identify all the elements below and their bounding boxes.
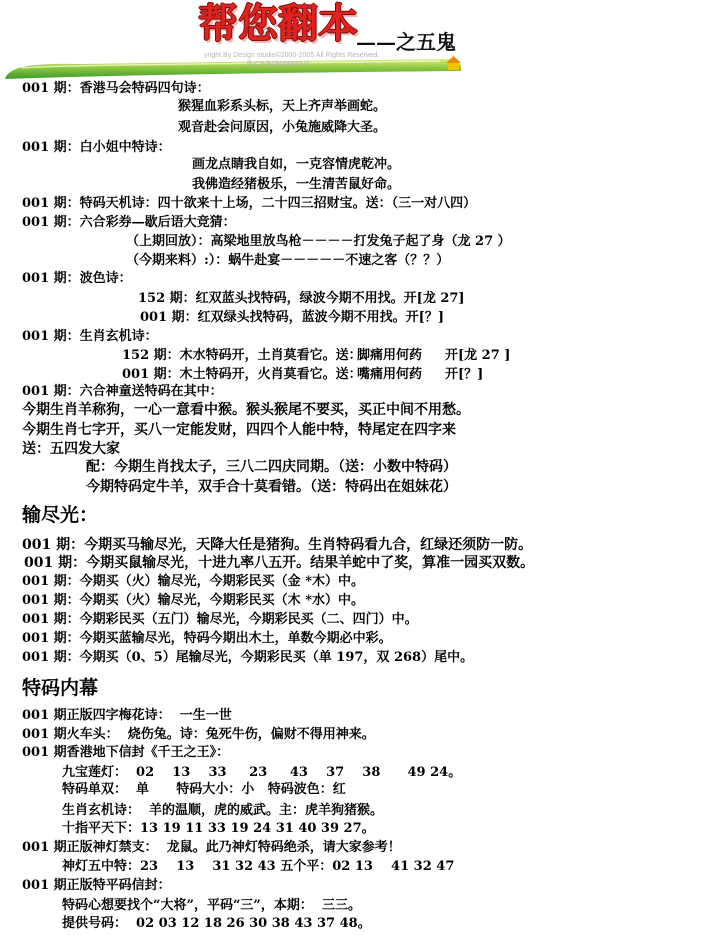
shujinguang-line: 001 期：今期买（火）输尽光，今期彩民买（木 *水）中。	[22, 593, 364, 608]
hk-poem-line: 猴猩血彩系头标，天上齐声举画蛇。	[178, 99, 387, 114]
xinxiang-line: 特码心想要找个“大将”，平码“三”，本期： 三三。	[62, 898, 361, 913]
riddle-line: （今期来料）:）：蜗牛赴宴－－－－－不速之客（？？）	[126, 253, 450, 268]
house-icon	[446, 56, 461, 70]
hk-poem-label: 001 期：香港马会特码四句诗：	[22, 81, 210, 96]
shentong-label: 001 期：六合神童送特码在其中：	[22, 384, 223, 399]
shujinguang-line: 001 期：今期买（0、5）尾输尽光，今期彩民买（单 197，双 268）尾中。	[22, 650, 474, 665]
shengxiao-row-gift: 脚痛用何药	[357, 348, 423, 363]
page-title: 帮您翻本	[198, 0, 358, 47]
hk-poem-line: 观音赴会问原因，小兔施威降大圣。	[178, 120, 387, 135]
riddle-line: （上期回放）：高梁地里放鸟枪－－－－打发兔子起了身（龙 27 ）	[126, 234, 511, 249]
shentong-pei-line: 今期特码定牛羊，双手合十莫看错。（送：特码出在姐妹花）	[86, 479, 457, 495]
shujinguang-heading: 输尽光：	[22, 504, 99, 526]
bose-line: 001 期：红双绿头找特码，蓝波今期不用找。开[？]	[140, 310, 444, 325]
shentong-pei-line: 配：今期生肖找太子，三八二四庆同期。（送：小数中特码）	[86, 459, 457, 475]
tepingma-label: 001 期正版特平码信封：	[22, 878, 171, 893]
xinfeng-label: 001 期香港地下信封《千王之王》：	[22, 745, 230, 760]
shujinguang-line: 001 期：今期买马输尽光，天降大任是猪狗。生肖特码看九合，红绿还须防一防。	[22, 537, 533, 553]
shentong-line: 今期生肖七字开，买八一定能发财，四四个人能中特，特尾定在四字来	[22, 422, 456, 438]
bose-line: 152 期：红双蓝头找特码，绿波今期不用找。开[龙 27]	[138, 291, 465, 306]
copyright-text: yright By Design studio©2000-2005 All Rights Reserved.	[204, 52, 380, 59]
shendeng-jinzhi: 001 期正版神灯禁支： 龙鼠。此乃神灯特码绝杀，请大家参考！	[22, 840, 401, 855]
shentong-line: 送：五四发大家	[22, 441, 120, 457]
shengxiao-row-result: 开[龙 27 ]	[445, 348, 511, 363]
riddle-label: 001 期：六合彩券—歇后语大竞猜：	[22, 215, 236, 230]
danshuang-info: 特码单双： 单 特码大小：小 特码波色：红	[62, 782, 346, 797]
bose-label: 001 期：波色诗：	[22, 271, 132, 286]
shendeng-wuzhong: 神灯五中特：23 13 31 32 43 五个平：02 13 41 32 47	[62, 859, 455, 874]
tianji-poem: 001 期：特码天机诗：四十欲来十上场，二十四三招财宝。送：（三一对八四）	[22, 196, 477, 211]
meihua-poem: 001 期正版四字梅花诗： 一生一世	[22, 708, 232, 723]
shujinguang-line: 001 期：今期买蓝输尽光，特码今期出木土，单数今期必中彩。	[22, 631, 392, 646]
shengxiao-label: 001 期：生肖玄机诗：	[22, 329, 158, 344]
bxj-poem-line: 我佛造经猪极乐，一生清苦鼠好命。	[192, 177, 401, 192]
shizhi-numbers: 十指平天下：13 19 11 33 19 24 31 40 39 27。	[62, 821, 375, 836]
neimu-heading: 特码内幕	[22, 677, 99, 699]
shengxiao-row-result: 开[？]	[445, 367, 484, 382]
xuanji-poem: 生肖玄机诗： 羊的温顺，虎的威武。主：虎羊狗猪猴。	[62, 803, 384, 818]
shengxiao-row-gift: 嘴痛用何药	[357, 367, 423, 382]
tigong-numbers: 提供号码： 02 03 12 18 26 30 38 43 37 48。	[62, 916, 371, 931]
icp-number: 粤ICP备05006668号	[246, 61, 310, 68]
shentong-line: 今期生肖羊称狗，一心一意看中猴。猴头猴尾不要买，买正中间不用愁。	[22, 402, 470, 418]
shengxiao-row-text: 001 期：木土特码开，火肖莫看它。送：	[122, 367, 362, 382]
shujinguang-line: 001 期：今期彩民买（五门）输尽光，今期彩民买（二、四门）中。	[22, 612, 418, 627]
page-subtitle: ——之五鬼	[356, 30, 456, 54]
shengxiao-row-text: 152 期：木水特码开，土肖莫看它。送：	[122, 348, 362, 363]
shujinguang-line: 001 期：今期买（火）输尽光，今期彩民买（金 *木）中。	[22, 574, 364, 589]
jiubao-lianteng: 九宝莲灯： 02 13 33 23 43 37 38 49 24。	[62, 765, 462, 780]
bxj-poem-label: 001 期：白小姐中特诗：	[22, 140, 171, 155]
bxj-poem-line: 画龙点睛我自如，一克容情虎乾冲。	[192, 157, 401, 172]
shujinguang-line: 001 期：今期买鼠输尽光，十进九率八五开。结果羊蛇中了奖，算准一园买双数。	[24, 555, 535, 571]
huochetou: 001 期火车头： 烧伤兔。诗：兔死牛伤，偏财不得用神来。	[22, 727, 375, 742]
